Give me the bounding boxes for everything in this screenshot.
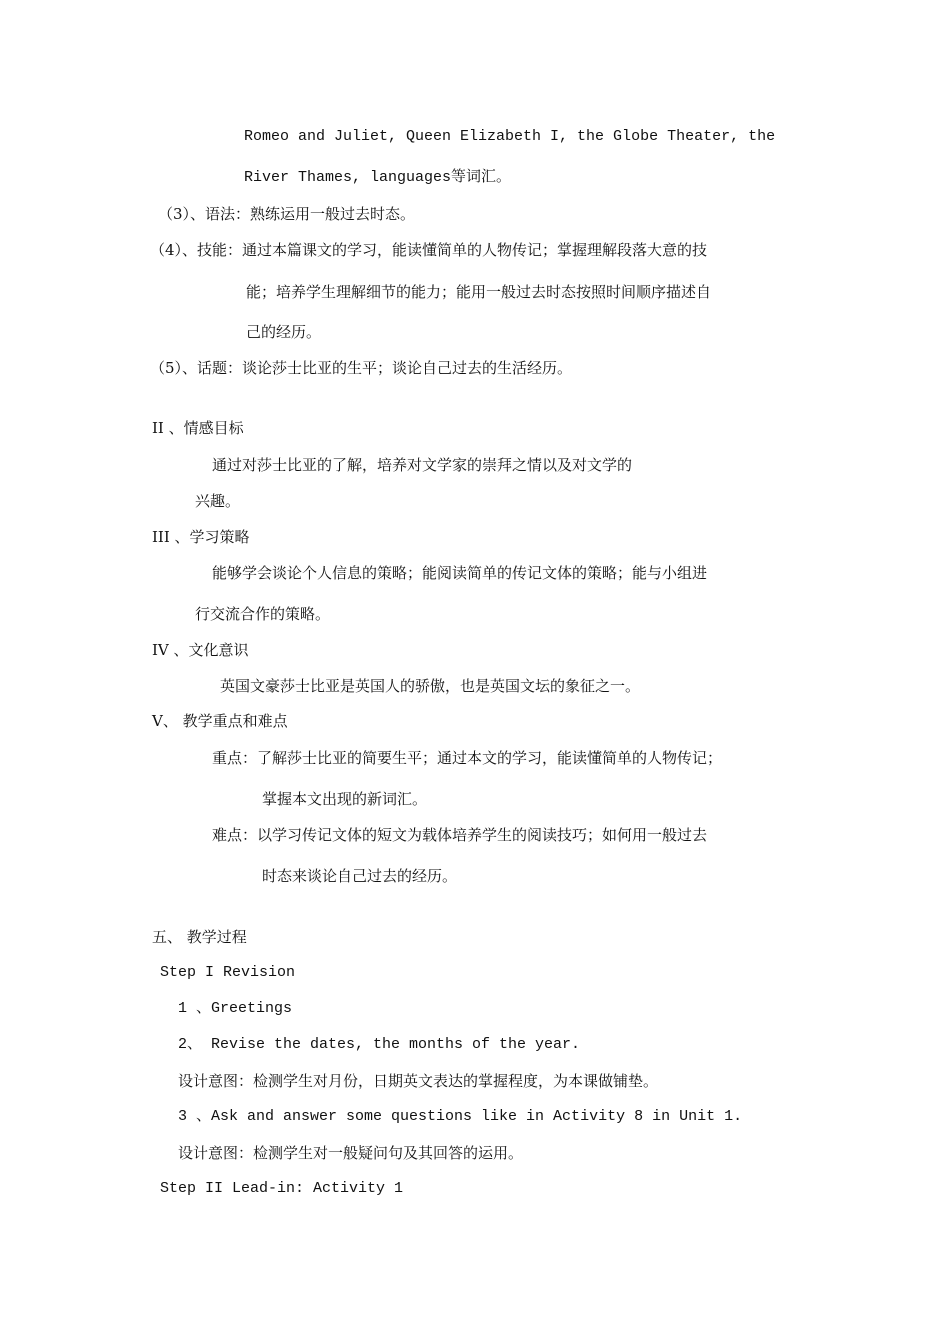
skills-objective-line-3: 己的经历。 bbox=[246, 323, 322, 341]
step-1-item-2: 2、 Revise the dates, the months of the year. bbox=[178, 1036, 581, 1053]
emotion-text-line-2: 兴趣。 bbox=[195, 492, 241, 510]
section-heading-strategy: III 、学习策略 bbox=[152, 528, 250, 546]
skills-objective-line-2: 能；培养学生理解细节的能力；能用一般过去时态按照时间顺序描述自 bbox=[246, 283, 712, 301]
step-1-heading: Step I Revision bbox=[160, 964, 296, 981]
design-intent-1: 设计意图：检测学生对月份，日期英文表达的掌握程度，为本课做铺垫。 bbox=[178, 1072, 659, 1090]
culture-text: 英国文豪莎士比亚是英国人的骄傲，也是英国文坛的象征之一。 bbox=[220, 677, 641, 695]
vocab-line-2: River Thames, languages等词汇。 bbox=[244, 169, 512, 186]
skills-objective-line-1: （4）、技能：通过本篇课文的学习，能读懂简单的人物传记；掌握理解段落大意的技 bbox=[150, 241, 708, 259]
design-intent-2: 设计意图：检测学生对一般疑问句及其回答的运用。 bbox=[178, 1144, 524, 1162]
step-1-item-1: 1 、Greetings bbox=[178, 1000, 293, 1017]
difficulty-line-1: 难点：以学习传记文体的短文为载体培养学生的阅读技巧；如何用一般过去 bbox=[212, 826, 708, 844]
emotion-text-line-1: 通过对莎士比亚的了解，培养对文学家的崇拜之情以及对文学的 bbox=[212, 456, 633, 474]
strategy-text-line-2: 行交流合作的策略。 bbox=[195, 605, 331, 623]
topic-objective: （5）、话题：谈论莎士比亚的生平；谈论自己过去的生活经历。 bbox=[150, 359, 573, 377]
vocab-line-1: Romeo and Juliet, Queen Elizabeth I, the Globe Theater, the bbox=[244, 128, 776, 145]
strategy-text-line-1: 能够学会谈论个人信息的策略；能阅读简单的传记文体的策略；能与小组进 bbox=[212, 564, 708, 582]
section-heading-process: 五、 教学过程 bbox=[152, 928, 247, 946]
section-heading-emotion: II 、情感目标 bbox=[152, 419, 244, 437]
section-heading-culture: IV 、文化意识 bbox=[152, 641, 249, 659]
step-1-item-3: 3 、Ask and answer some questions like in Activity 8 in Unit 1. bbox=[178, 1108, 743, 1125]
grammar-objective: （3）、语法：熟练运用一般过去时态。 bbox=[158, 205, 416, 223]
difficulty-line-2: 时态来谈论自己过去的经历。 bbox=[262, 867, 458, 885]
key-point-line-2: 掌握本文出现的新词汇。 bbox=[262, 790, 428, 808]
section-heading-key-points: V、 教学重点和难点 bbox=[152, 712, 288, 730]
step-2-heading: Step II Lead-in: Activity 1 bbox=[160, 1180, 404, 1197]
key-point-line-1: 重点：了解莎士比亚的简要生平；通过本文的学习，能读懂简单的人物传记； bbox=[212, 749, 723, 767]
